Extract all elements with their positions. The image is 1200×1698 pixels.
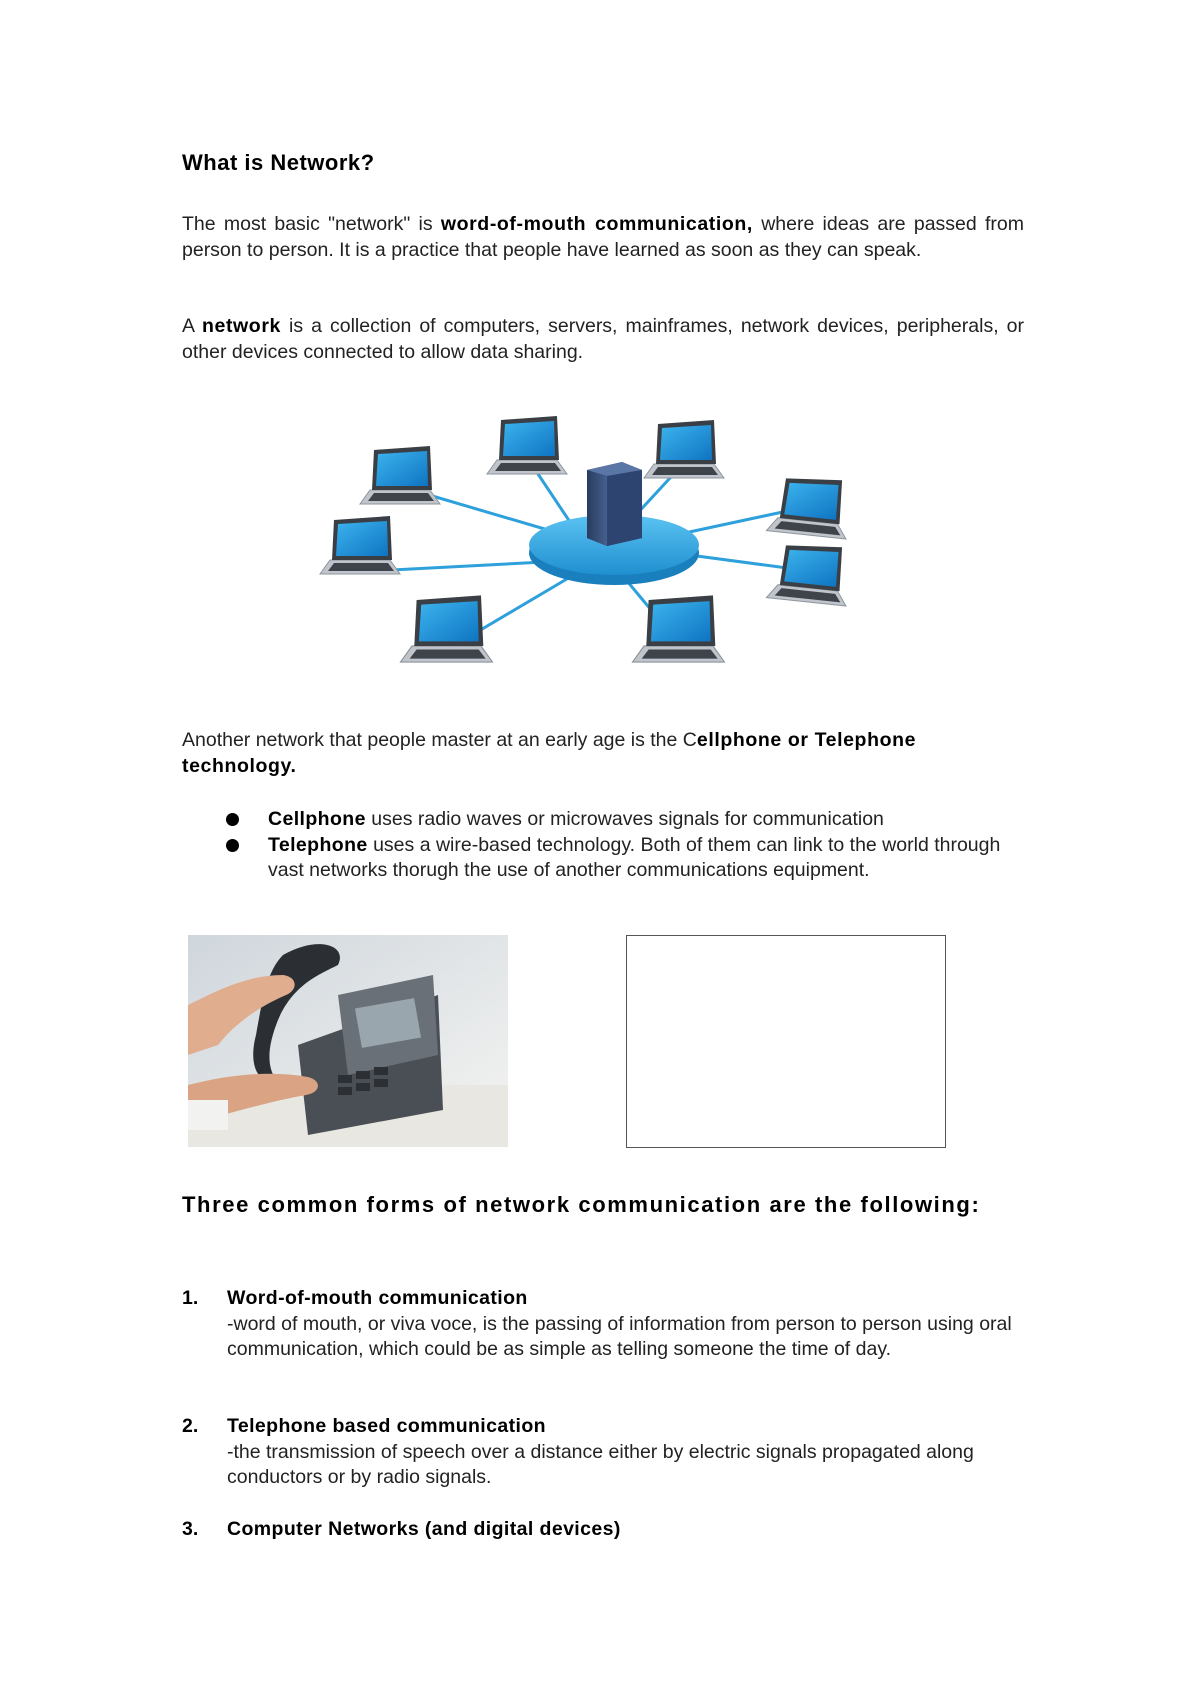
paragraph-cellphone-telephone: Another network that people master at an early age is the Cellphone or Telephone technology. xyxy=(182,729,917,777)
server-icon xyxy=(587,462,642,546)
telephone-photo xyxy=(188,935,508,1147)
empty-image-placeholder xyxy=(626,935,946,1148)
form-item-computer-networks xyxy=(182,1517,1032,1543)
form-title: Computer Networks (and digital devices) xyxy=(227,1518,621,1540)
laptop-icon xyxy=(644,420,724,478)
bullet-telephone: Telephone uses a wire-based technology. Both of them can link to the world through vast networks thorugh the use of another communications equipment. xyxy=(226,833,1036,884)
heading-three-common-forms: Three common forms of network communication are the following: xyxy=(182,1192,981,1217)
paragraph-word-of-mouth: The most basic "network" is word-of-mouth communication, where ideas are passed from person to person. It is a practice that people have learned as soon as they can speak. xyxy=(182,213,1024,261)
heading-what-is-network: What is Network? xyxy=(182,150,375,175)
form-title: Word-of-mouth communication xyxy=(227,1287,528,1309)
form-description: -the transmission of speech over a distance either by electric signals propagated along conductors or by radio signals. xyxy=(227,1440,974,1488)
form-item-telephone xyxy=(182,1414,1032,1491)
bullet-dot-icon xyxy=(226,839,239,852)
laptop-icon xyxy=(766,540,852,606)
form-title: Telephone based communication xyxy=(227,1415,546,1437)
network-illustration xyxy=(292,410,914,700)
bullet-list xyxy=(226,807,1036,884)
form-description: -word of mouth, or viva voce, is the passing of information from person to person using oral communication, which could be as simple as telling someone the time of day. xyxy=(227,1312,1012,1360)
form-number: 3. xyxy=(182,1518,199,1540)
laptop-icon xyxy=(487,416,567,474)
form-item-word-of-mouth xyxy=(182,1286,1032,1363)
form-number: 1. xyxy=(182,1287,199,1309)
laptop-icon xyxy=(766,473,852,539)
bullet-dot-icon xyxy=(226,813,239,826)
bullet-cellphone: Cellphone uses radio waves or microwaves signals for communication xyxy=(226,807,1036,833)
paragraph-network-definition: A network is a collection of computers, servers, mainframes, network devices, peripherals, or other devices connected to allow data sharing. xyxy=(182,315,1024,363)
laptop-icon xyxy=(401,595,493,662)
laptop-icon xyxy=(360,446,440,504)
form-number: 2. xyxy=(182,1415,199,1437)
laptop-icon xyxy=(320,516,400,574)
